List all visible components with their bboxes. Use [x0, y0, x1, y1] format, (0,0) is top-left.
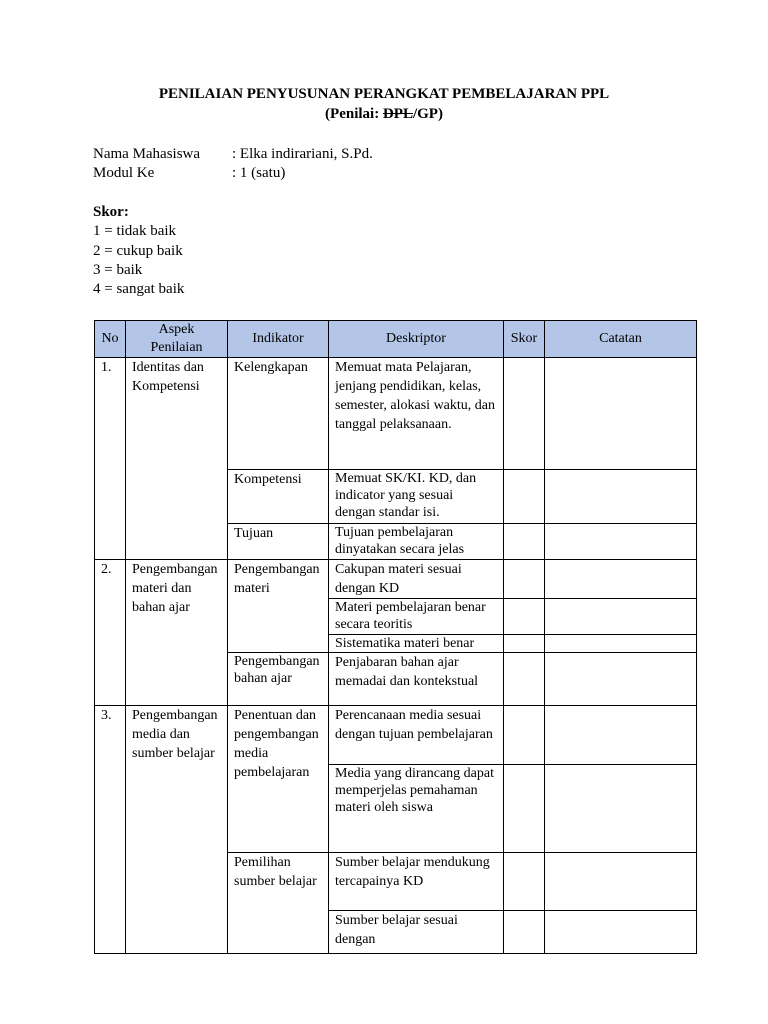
- subtitle-struck-dpl: DPL: [382, 106, 413, 122]
- skor-cell[interactable]: [504, 765, 545, 853]
- aspek-cell: Identitas dan Kompetensi: [126, 358, 228, 560]
- document-subtitle: [0, 106, 768, 123]
- deskriptor-cell: Cakupan materi sesuai dengan KD: [329, 560, 504, 599]
- catatan-cell[interactable]: [545, 911, 697, 954]
- deskriptor-cell: Perencanaan media sesuai dengan tujuan pembelajaran: [329, 706, 504, 765]
- row-number: 1.: [95, 358, 126, 560]
- score-legend-item: 3 = baik: [93, 261, 143, 278]
- skor-cell[interactable]: [504, 470, 545, 524]
- aspek-cell: Pengembangan materi dan bahan ajar: [126, 560, 228, 706]
- skor-cell[interactable]: [504, 635, 545, 653]
- header-no: No: [95, 321, 126, 358]
- indikator-cell: Pemilihan sumber belajar: [228, 853, 329, 954]
- nama-value: : Elka indirariani, S.Pd.: [232, 146, 373, 162]
- score-legend-item: 1 = tidak baik: [93, 223, 177, 240]
- deskriptor-cell: Sistematika materi benar: [329, 635, 504, 653]
- catatan-cell[interactable]: [545, 470, 697, 524]
- catatan-cell[interactable]: [545, 706, 697, 765]
- header-deskriptor: Deskriptor: [329, 321, 504, 358]
- catatan-cell[interactable]: [545, 653, 697, 706]
- skor-cell[interactable]: [504, 358, 545, 470]
- document-title: PENILAIAN PENYUSUNAN PERANGKAT PEMBELAJARAN PPL: [158, 86, 610, 102]
- indikator-cell: Kompetensi: [228, 470, 329, 524]
- row-number: 3.: [95, 706, 126, 954]
- header-aspek: Aspek Penilaian: [126, 321, 228, 358]
- deskriptor-cell: Memuat mata Pelajaran, jenjang pendidikan, kelas, semester, alokasi waktu, dan tanggal pelaksanaan.: [329, 358, 504, 470]
- skor-cell[interactable]: [504, 524, 545, 560]
- student-info: [93, 145, 373, 183]
- header-catatan: Catatan: [545, 321, 697, 358]
- assessment-table: [94, 320, 697, 954]
- deskriptor-cell: Sumber belajar sesuai dengan: [329, 911, 504, 954]
- table-header-row: [95, 321, 697, 358]
- indikator-cell: Pengembangan materi: [228, 560, 329, 653]
- table-row: [95, 358, 697, 470]
- table-row: [95, 706, 697, 765]
- catatan-cell[interactable]: [545, 524, 697, 560]
- deskriptor-cell: Memuat SK/KI. KD, dan indicator yang sesuai dengan standar isi.: [329, 470, 504, 524]
- skor-cell[interactable]: [504, 853, 545, 911]
- deskriptor-cell: Media yang dirancang dapat memperjelas pemahaman materi oleh siswa: [329, 765, 504, 853]
- modul-label: Modul Ke: [93, 165, 155, 181]
- header-skor: Skor: [504, 321, 545, 358]
- info-row-modul: [93, 164, 373, 183]
- catatan-cell[interactable]: [545, 765, 697, 853]
- deskriptor-cell: Penjabaran bahan ajar memadai dan kontekstual: [329, 653, 504, 706]
- catatan-cell[interactable]: [545, 358, 697, 470]
- indikator-cell: Tujuan: [228, 524, 329, 560]
- subtitle-suffix: /GP): [412, 106, 443, 122]
- score-legend-heading: Skor:: [93, 204, 129, 220]
- deskriptor-cell: Tujuan pembelajaran dinyatakan secara jelas: [329, 524, 504, 560]
- catatan-cell[interactable]: [545, 560, 697, 599]
- skor-cell[interactable]: [504, 599, 545, 635]
- header-indikator: Indikator: [228, 321, 329, 358]
- skor-cell[interactable]: [504, 560, 545, 599]
- skor-cell[interactable]: [504, 653, 545, 706]
- row-number: 2.: [95, 560, 126, 706]
- table-row: [95, 560, 697, 599]
- nama-label: Nama Mahasiswa: [93, 146, 201, 162]
- score-legend-item: 4 = sangat baik: [93, 281, 185, 298]
- indikator-cell: Pengembangan bahan ajar: [228, 653, 329, 706]
- deskriptor-cell: Materi pembelajaran benar secara teoritis: [329, 599, 504, 635]
- score-legend: [93, 203, 184, 299]
- score-legend-item: 2 = cukup baik: [93, 242, 183, 259]
- info-row-nama: [93, 145, 373, 164]
- indikator-cell: Penentuan dan pengembangan media pembelajaran: [228, 706, 329, 853]
- skor-cell[interactable]: [504, 911, 545, 954]
- indikator-cell: Kelengkapan: [228, 358, 329, 470]
- subtitle-prefix: (Penilai:: [325, 106, 383, 122]
- catatan-cell[interactable]: [545, 853, 697, 911]
- deskriptor-cell: Sumber belajar mendukung tercapainya KD: [329, 853, 504, 911]
- aspek-cell: Pengembangan media dan sumber belajar: [126, 706, 228, 954]
- skor-cell[interactable]: [504, 706, 545, 765]
- catatan-cell[interactable]: [545, 635, 697, 653]
- catatan-cell[interactable]: [545, 599, 697, 635]
- modul-value: : 1 (satu): [232, 165, 286, 181]
